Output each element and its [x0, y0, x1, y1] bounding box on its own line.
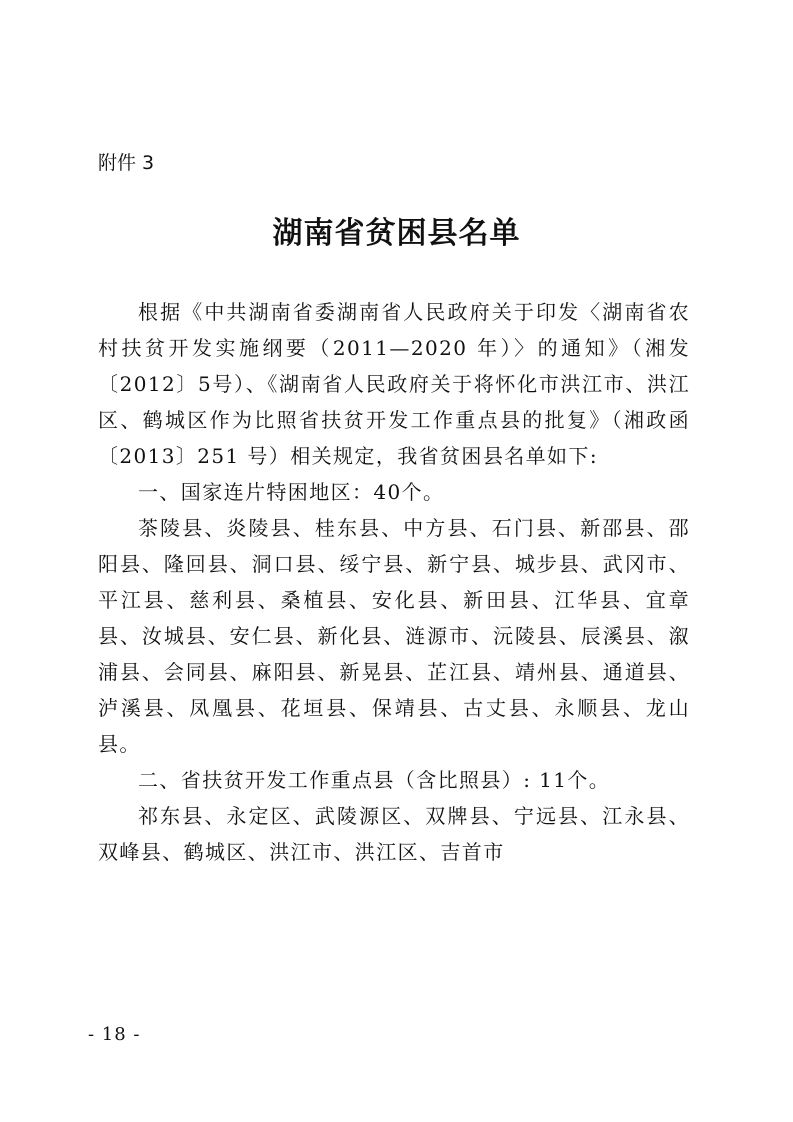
document-body — [98, 294, 690, 870]
intro-paragraph: 根据《中共湖南省委湖南省人民政府关于印发〈湖南省农村扶贫开发实施纲要（2011—2020 年）〉的通知》（湘发〔2012〕5号）、《湖南省人民政府关于将怀化市洪江市、洪江区、鹤城区作为比照省扶贫开发工作重点县的批复》（湘政函〔2013〕251 号）相关规定，我省贫困县名单如下: — [98, 300, 690, 468]
section-2-county-list: 祁东县、永定区、武陵源区、双牌县、宁远县、江永县、双峰县、鹤城区、洪江市、洪江区、吉首市 — [98, 804, 690, 864]
page-number: - 18 - — [88, 1024, 141, 1045]
document-title: 湖南省贫困县名单 — [272, 216, 521, 251]
section-2-heading: 二、省扶贫开发工作重点县（含比照县）: 11个。 — [138, 768, 611, 792]
section-1-heading: 一、国家连片特困地区：40个。 — [138, 480, 445, 504]
section-1-county-list: 茶陵县、炎陵县、桂东县、中方县、石门县、新邵县、邵阳县、隆回县、洞口县、绥宁县、新宁县、城步县、武冈市、平江县、慈利县、桑植县、安化县、新田县、江华县、宜章县、汝城县、安仁县、新化县、涟源市、沅陵县、辰溪县、溆浦县、会同县、麻阳县、新晃县、芷江县、靖州县、通道县、泸溪县、凤凰县、花垣县、保靖县、古丈县、永顺县、龙山县。 — [98, 516, 690, 756]
annex-label: 附件 3 — [98, 152, 155, 174]
